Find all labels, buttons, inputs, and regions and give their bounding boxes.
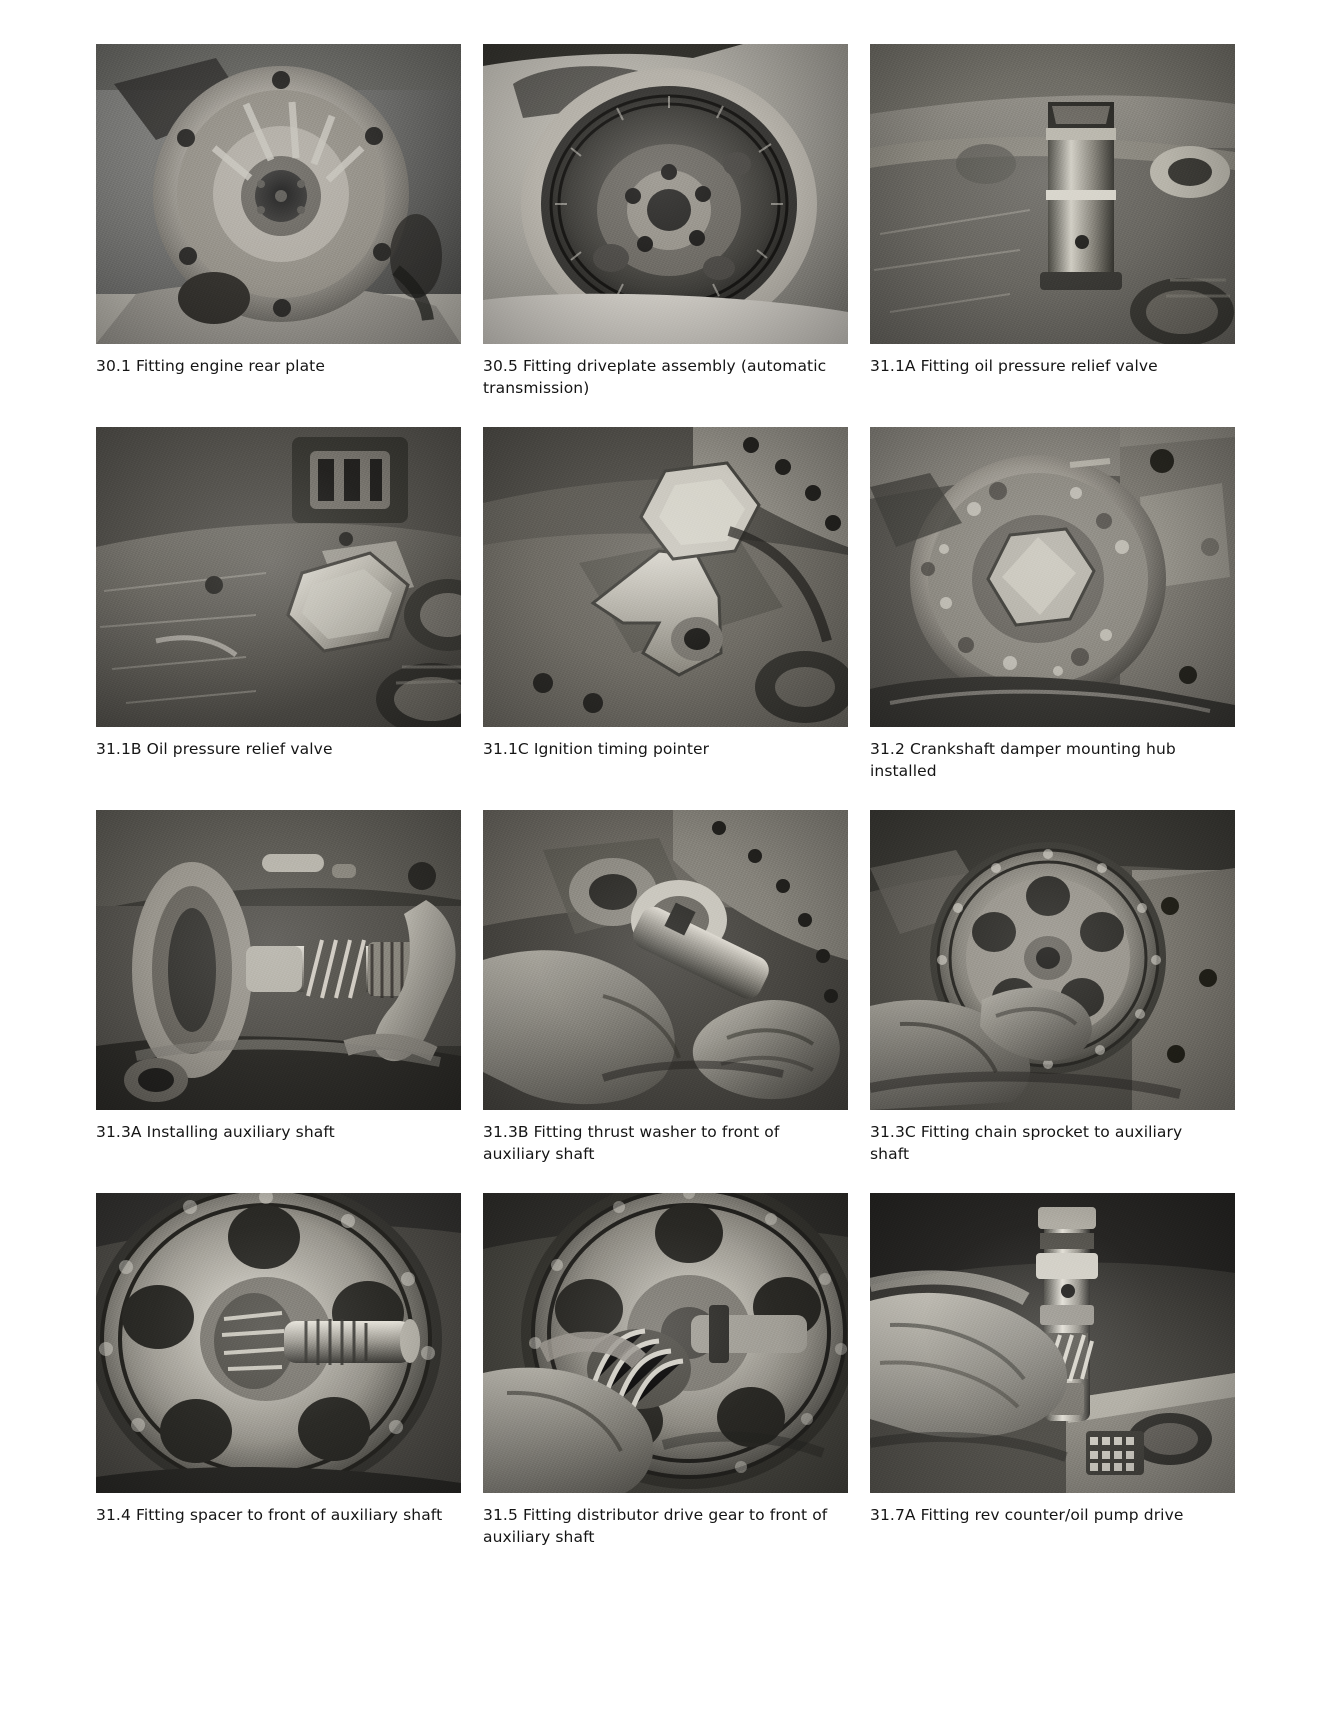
photo-crankshaft-damper-hub bbox=[870, 427, 1235, 727]
figure-cell bbox=[483, 427, 848, 782]
figure-caption: 31.1A Fitting oil pressure relief valve bbox=[870, 357, 1158, 375]
figure-caption: 31.2 Crankshaft damper mounting hub installed bbox=[870, 740, 1176, 780]
figure-caption: 31.3A Installing auxiliary shaft bbox=[96, 1123, 335, 1141]
figure-cell bbox=[96, 1193, 461, 1548]
figure-caption: 31.1B Oil pressure relief valve bbox=[96, 740, 333, 758]
figure-cell bbox=[870, 427, 1235, 782]
figure-caption: 30.5 Fitting driveplate assembly (automatic transmission) bbox=[483, 357, 827, 397]
figure-caption: 30.1 Fitting engine rear plate bbox=[96, 357, 325, 375]
photo-fitting-rev-counter-oil-pump-drive bbox=[870, 1193, 1235, 1493]
photo-oil-pressure-relief-valve-fitting bbox=[870, 44, 1235, 344]
figure-cell bbox=[483, 1193, 848, 1548]
figure-cell bbox=[870, 44, 1235, 399]
figure-caption: 31.7A Fitting rev counter/oil pump drive bbox=[870, 1506, 1184, 1524]
figure-caption: 31.5 Fitting distributor drive gear to front of auxiliary shaft bbox=[483, 1506, 828, 1546]
photo-oil-pressure-relief-valve bbox=[96, 427, 461, 727]
figure-caption: 31.3B Fitting thrust washer to front of auxiliary shaft bbox=[483, 1123, 780, 1163]
figure-caption: 31.1C Ignition timing pointer bbox=[483, 740, 710, 758]
figure-grid bbox=[96, 44, 1240, 1576]
photo-fitting-distributor-drive-gear bbox=[483, 1193, 848, 1493]
figure-caption: 31.3C Fitting chain sprocket to auxiliary shaft bbox=[870, 1123, 1183, 1163]
photo-fitting-spacer bbox=[96, 1193, 461, 1493]
figure-cell bbox=[483, 44, 848, 399]
figure-cell bbox=[96, 44, 461, 399]
helical-gear bbox=[304, 940, 366, 998]
splined-collar bbox=[214, 1293, 294, 1389]
figure-caption: 31.4 Fitting spacer to front of auxiliary shaft bbox=[96, 1506, 443, 1524]
photo-engine-rear-plate bbox=[96, 44, 461, 344]
photo-driveplate-assembly bbox=[483, 44, 848, 344]
photo-fitting-chain-sprocket bbox=[870, 810, 1235, 1110]
figure-cell bbox=[870, 1193, 1235, 1548]
figure-cell bbox=[483, 810, 848, 1165]
figure-cell bbox=[870, 810, 1235, 1165]
photo-installing-auxiliary-shaft bbox=[96, 810, 461, 1110]
photo-fitting-thrust-washer bbox=[483, 810, 848, 1110]
figure-cell bbox=[96, 427, 461, 782]
figure-cell bbox=[96, 810, 461, 1165]
photo-ignition-timing-pointer bbox=[483, 427, 848, 727]
